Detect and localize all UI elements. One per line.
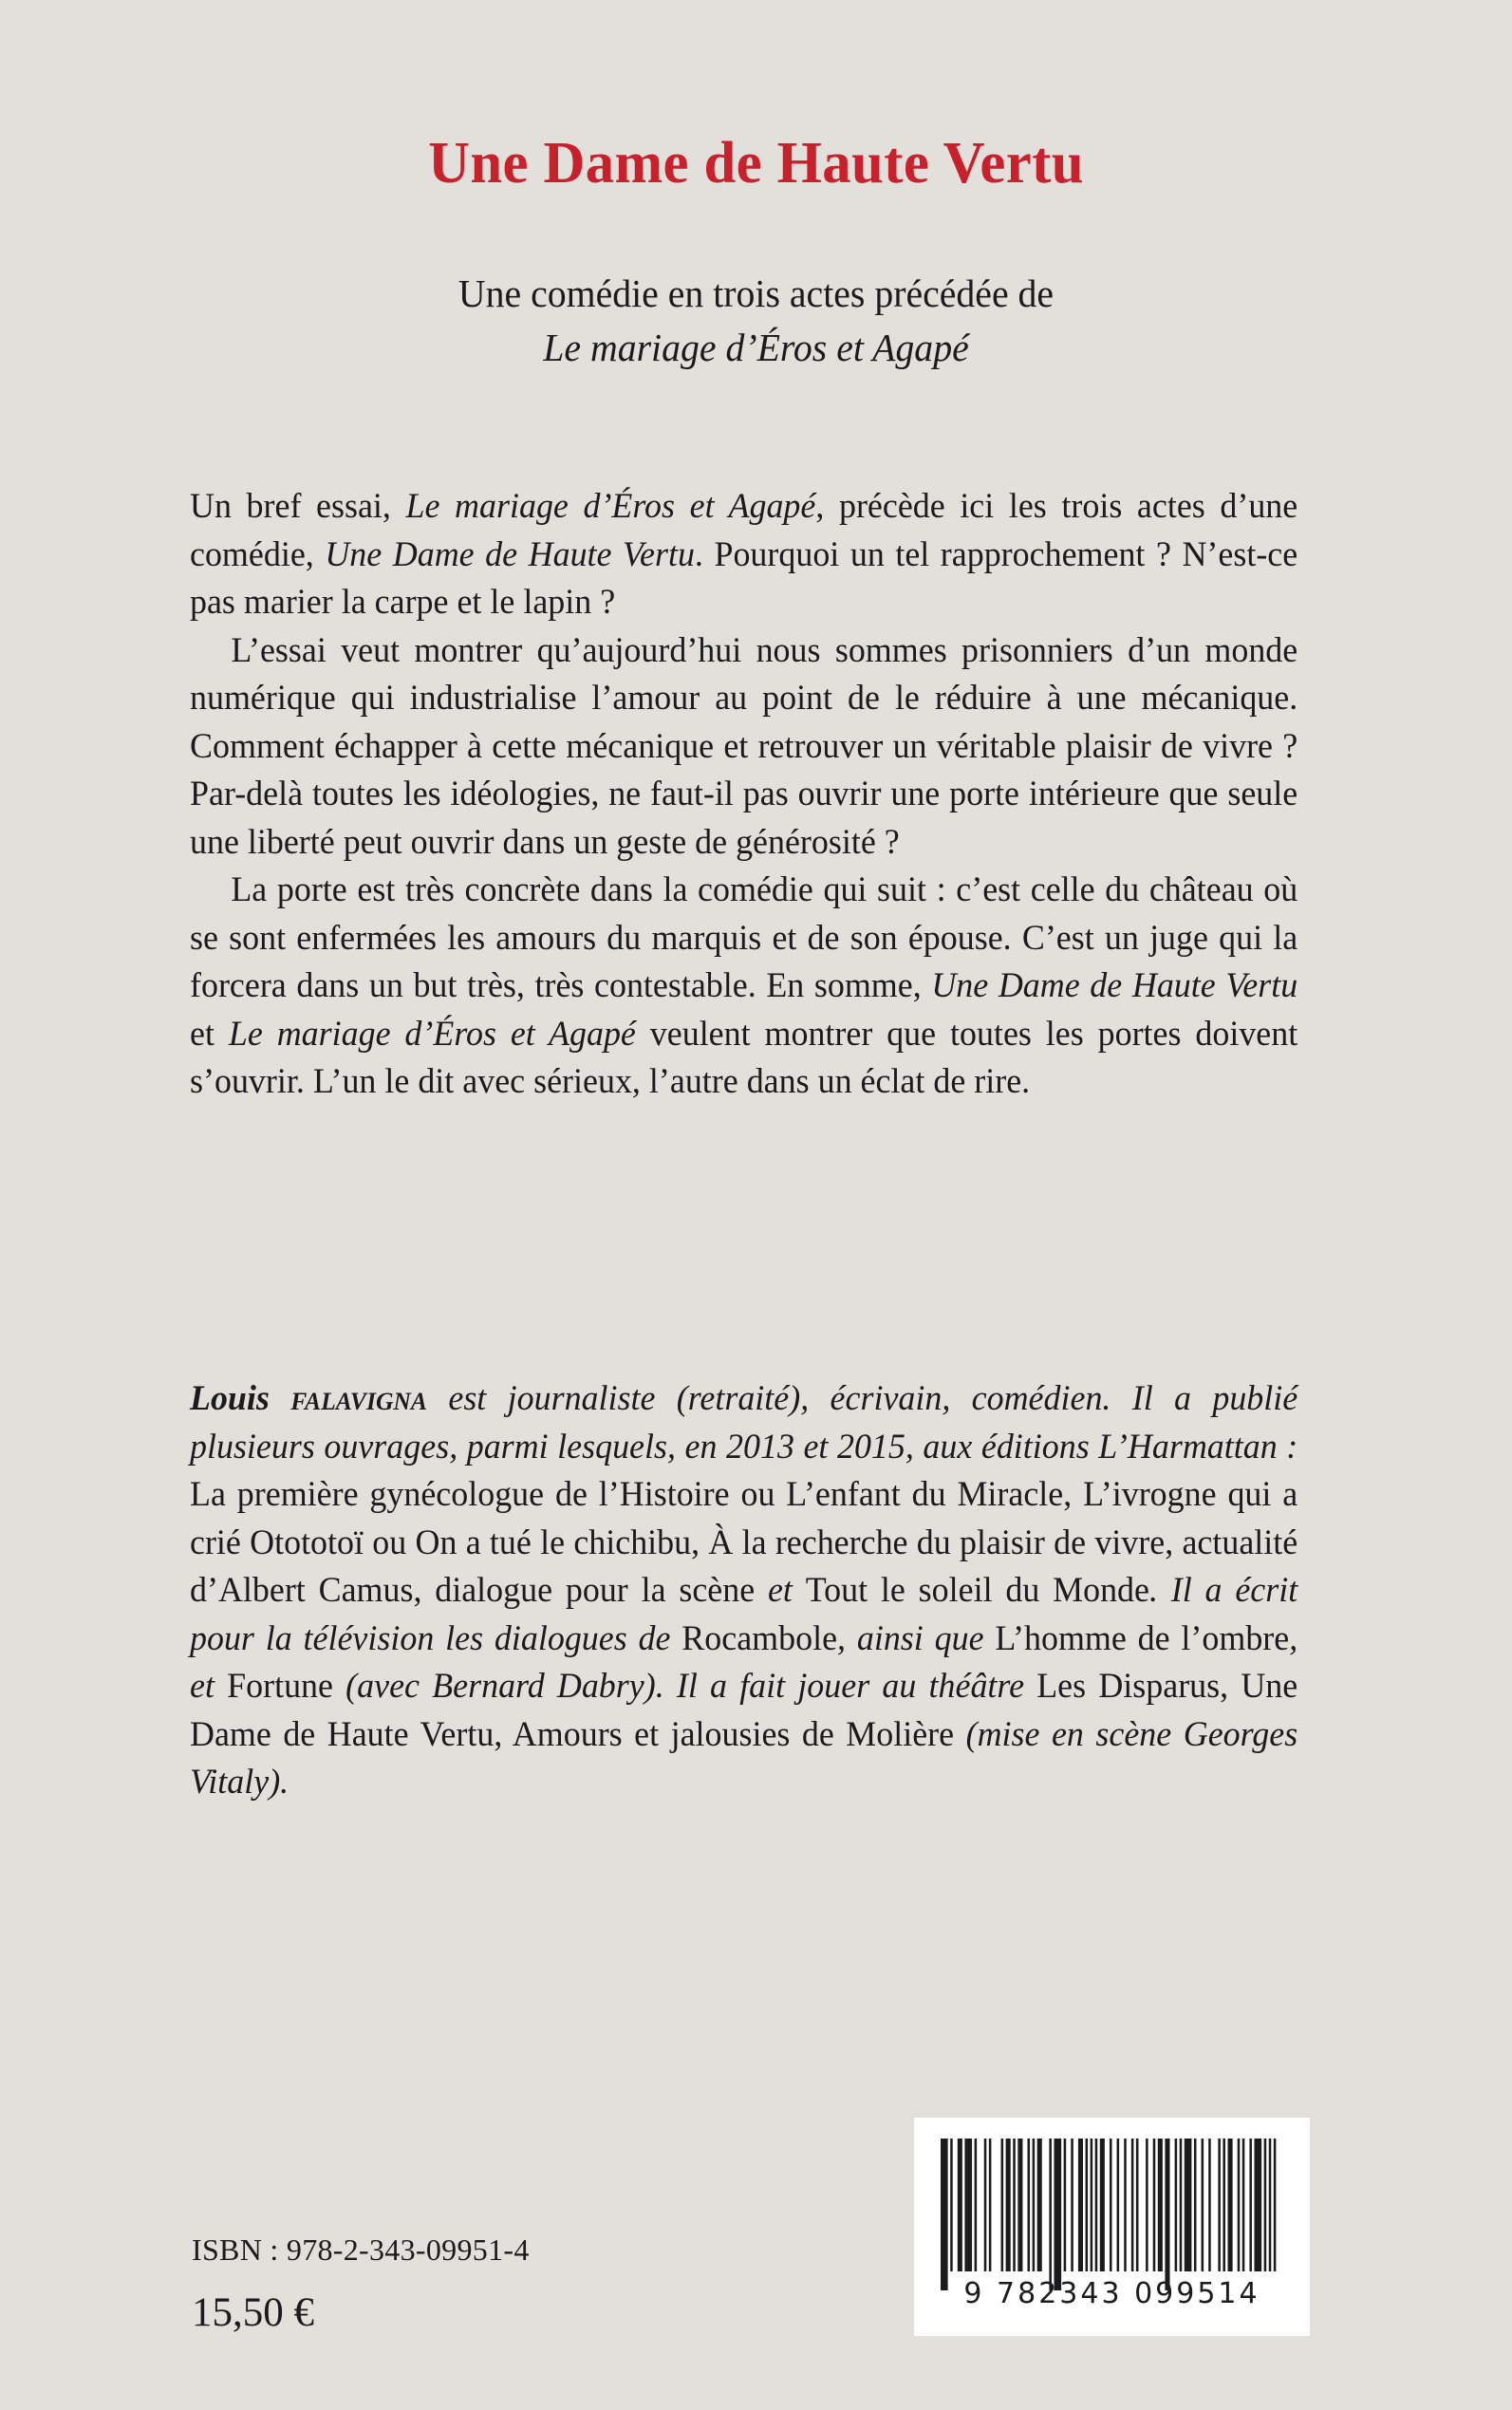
bio-seg-3: . Il a écrit pour la télévision les dialogues de [190,1570,1298,1657]
blurb-p1-e: . Pourquoi un tel rapprochement ? N’est-ce pas marier la carpe et le lapin ? [190,533,1298,621]
bio-works-2: Tout le soleil du Monde [805,1570,1149,1609]
bio-seg-4: , ainsi que [837,1617,996,1657]
bio-seg-1: est journaliste (retraité), écrivain, comédien. Il a publié plusieurs ouvrages, parmi lesquels, en 2013 et 2015, aux éditions L’Harmattan : [190,1378,1298,1466]
blurb-p3-title-2: Le mariage d’Éros et Agapé [228,1013,636,1053]
blurb-text [190,482,1297,1106]
blurb-p3-e: veulent montrer que toutes les portes doivent s’ouvrir. L’un le dit avec sérieux, l’autre dans un éclat de rire. [190,1013,1298,1100]
title-block [0,133,1512,195]
book-title: Une Dame de Haute Vertu [428,131,1084,196]
blurb-p3-title-1: Une Dame de Haute Vertu [931,965,1298,1004]
blurb-p3-a: La porte est très concrète dans la comédie qui suit : c’est celle du château où se sont enfermées les amours du marquis et de son épouse. C’est un juge qui la forcera dans un but très, très contestable. En somme, [190,869,1298,1004]
blurb-p1-a: Un bref essai, [190,486,406,525]
subtitle-line-1: Une comédie en trois actes précédée de [457,271,1055,315]
author-bio [190,1374,1297,1806]
blurb-p1-c: , précède ici les trois actes d’une comédie, [190,486,1298,573]
bio-works-6: Les Disparus, Une Dame de Haute Vertu, Amours et jalousies de Molière [190,1666,1298,1753]
bio-works-3: Rocambole [681,1617,838,1657]
author-first-name: Louis [190,1378,291,1417]
bio-seg-2: et [767,1570,806,1609]
blurb-paragraph-3 [190,866,1297,1106]
barcode [914,2118,1310,2336]
bio-works-5: Fortune [227,1666,346,1705]
blurb-paragraph-1 [190,482,1297,626]
barcode-digits: 9 782343 099514 [963,2277,1260,2310]
bio-works-1: La première gynécologue de l’Histoire ou L’enfant du Miracle, L’ivrogne qui a crié Otototoï ou On a tué le chichibu, À la recherche du plaisir de vivre, actualité d’Albert Camus, dialogue pour la scène [190,1474,1298,1609]
author-last-name: falavigna [290,1378,428,1417]
subtitle-block [0,268,1512,375]
subtitle-line-2: Le mariage d’Éros et Agapé [543,326,969,370]
bio-seg-5: , et [190,1617,1298,1705]
author-bio-paragraph [190,1374,1297,1806]
isbn-text: ISBN : 978-2-343-09951-4 [192,2233,530,2267]
bio-seg-6: (avec Bernard Dabry). Il a fait jouer au théâtre [345,1666,1037,1705]
price-text: 15,50 € [192,2290,314,2335]
blurb-p3-c: et [190,1013,229,1053]
bio-works-4: L’homme de l’ombre [995,1617,1290,1657]
blurb-p1-title-2: Une Dame de Haute Vertu [325,533,695,573]
blurb-p1-title-1: Le mariage d’Éros et Agapé [405,486,816,525]
bio-seg-7: (mise en scène Georges Vitaly). [190,1713,1298,1801]
blurb-paragraph-2: L’essai veut montrer qu’aujourd’hui nous sommes prisonniers d’un monde numérique qui industrialise l’amour au point de le réduire à une mécanique. Comment échapper à cette mécanique et retrouver un véritable plaisir de vivre ? Par-delà toutes les idéologies, ne faut-il pas ouvrir une porte intérieure que seule une liberté peut ouvrir dans un geste de générosité ? [190,629,1298,861]
